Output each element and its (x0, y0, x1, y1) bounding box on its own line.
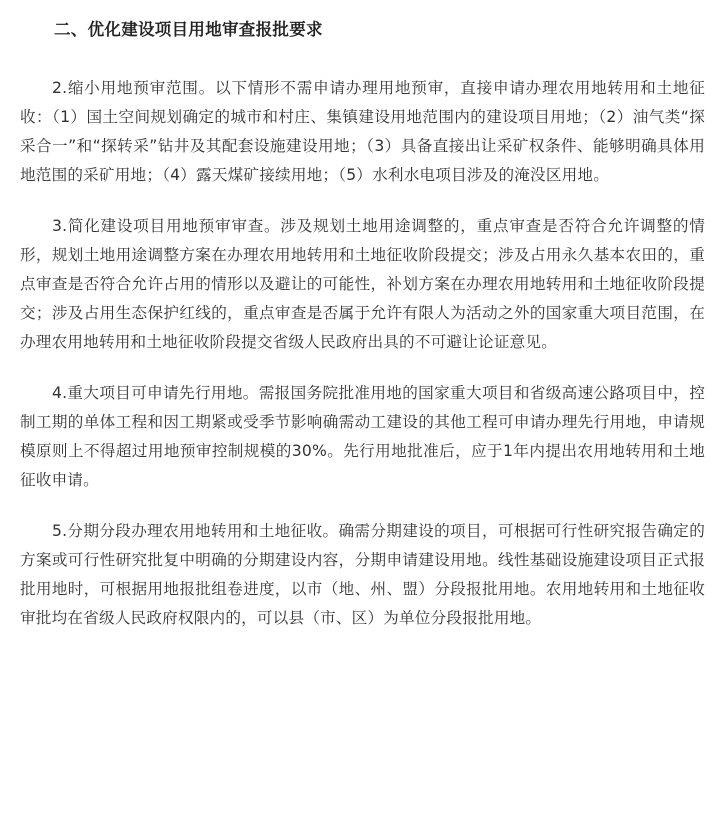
section-heading: 二、优化建设项目用地审查报批要求 (54, 20, 323, 39)
paragraph-advance-land-use: 4.重大项目可申请先行用地。需报国务院批准用地的国家重大项目和省级高速公路项目中，控制工期的单体工程和因工期紧或受季节影响确需动工建设的其他工程可申请办理先行用地，申请规模原则上不得超过用地预审控制规模的30%。先行用地批准后，应于1年内提出农用地转用和土地征收申请。 (20, 384, 705, 489)
paragraph-narrow-preapproval-scope: 2.缩小用地预审范围。以下情形不需申请办理用地预审，直接申请办理农用地转用和土地征收：（1）国土空间规划确定的城市和村庄、集镇建设用地范围内的建设项目用地；（2）油气类“探采合一”和“探转采”钻井及其配套设施建设用地；（3）具备直接出让采矿权条件、能够明确具体用地范围的采矿用地；（4）露天煤矿接续用地；（5）水利水电项目涉及的淹没区用地。 (20, 79, 705, 184)
paragraph-phased-approval: 5.分期分段办理农用地转用和土地征收。确需分期建设的项目，可根据可行性研究报告确定的方案或可行性研究批复中明确的分期建设内容，分期申请建设用地。线性基础设施建设项目正式报批用地时，可根据用地报批组卷进度，以市（地、州、盟）分段报批用地。农用地转用和土地征收审批均在省级人民政府权限内的，可以县（市、区）为单位分段报批用地。 (20, 522, 705, 627)
paragraph-simplify-preapproval-review: 3.简化建设项目用地预审审查。涉及规划土地用途调整的，重点审查是否符合允许调整的情形，规划土地用途调整方案在办理农用地转用和土地征收阶段提交；涉及占用永久基本农田的，重点审查是否符合允许占用的情形以及避让的可能性，补划方案在办理农用地转用和土地征收阶段提交；涉及占用生态保护红线的，重点审查是否属于允许有限人为活动之外的国家重大项目范围，在办理农用地转用和土地征收阶段提交省级人民政府出具的不可避让论证意见。 (20, 217, 705, 351)
